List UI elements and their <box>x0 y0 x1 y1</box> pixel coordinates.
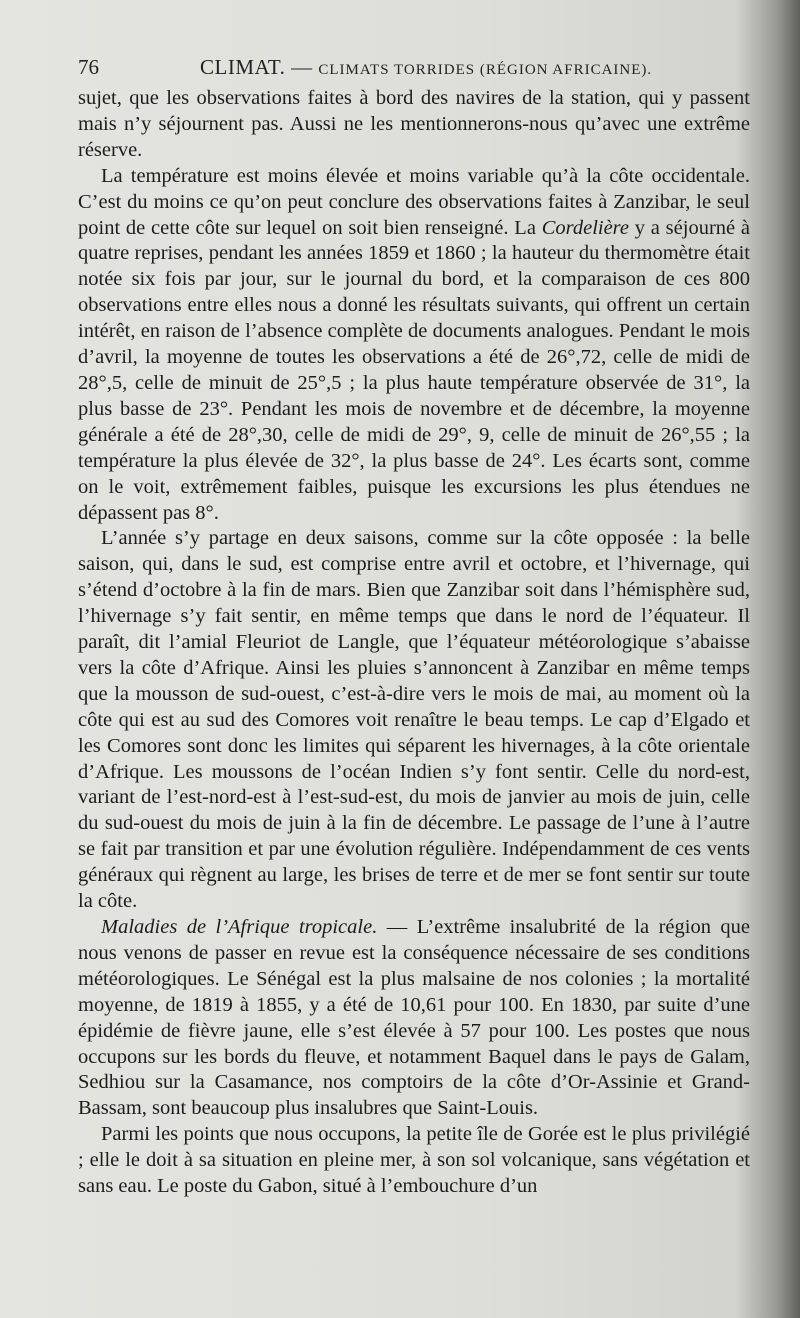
paragraph-text-cont: y a séjourné à quatre reprises, pendant les années 1859 et 1860 ; la hauteur du thermomètre était notée six fois par jour, sur le journal du bord, et la comparaison de ces 800 observations entre elles nous a donné les résultats suivants, qui offrent un certain intérêt, en raison de l’absence complète de documents analogues. Pendant le mois d’avril, la moyenne de toutes les observations a été de 26°,72, celle de midi de 28°,5, celle de minuit de 25°,5 ; la plus haute température observée de 31°, la plus basse de 23°. Pendant les mois de novembre et de décembre, la moyenne générale a été de 28°,30, celle de midi de 29°, 9, celle de minuit de 26°,55 ; la température la plus élevée de 32°, la plus basse de 24°. Les écarts sont, comme on le voit, extrêmement faibles, puisque les excursions les plus étendues ne dépassent pas 8°. <box>78 216 750 524</box>
ship-name: Cordelière <box>541 216 629 239</box>
paragraph-text-cont: — L’extrême insalubrité de la région que nous venons de passer en revue est la conséquence nécessaire de ses conditions météorologiques. Le Sénégal est la plus malsaine de nos colonies ; la mortalité moyenne, de 1819 à 1855, y a été de 10,61 pour 100. En 1830, par suite d’une épidémie de fièvre jaune, elle s’est élevée à 57 pour 100. Les postes que nous occupons sur les bords du fleuve, et notamment Baquel dans le pays de Galam, Sedhiou sur la Casamance, nos comptoirs de la côte d’Or-Assinie et Grand-Bassam, sont beaucoup plus insalubres que Saint-Louis. <box>78 916 750 1120</box>
running-title-main: CLIMAT. — <box>200 55 313 79</box>
paragraph-4 <box>78 915 750 1122</box>
paragraph-text: Parmi les points que nous occupons, la petite île de Gorée est le plus privilégié ; elle le doit à sa situation en pleine mer, à son sol volcanique, sans végétation et sans eau. Le poste du Gabon, situé à l’embouchure d’un <box>78 1123 750 1198</box>
paragraph-2 <box>78 164 750 527</box>
paragraph-5 <box>78 1122 750 1200</box>
paragraph-3 <box>78 526 750 915</box>
section-heading: Maladies de l’Afrique tropicale. <box>101 916 378 938</box>
paragraph-1 <box>78 86 750 164</box>
running-title <box>200 52 652 85</box>
page-header <box>78 52 758 82</box>
paragraph-text: L’année s’y partage en deux saisons, comme sur la côte opposée : la belle saison, qui, dans le sud, est comprise entre avril et octobre, et l’hivernage, qui s’étend d’octobre à la fin de mars. Bien que Zanzibar soit dans l’hémisphère sud, l’hivernage s’y fait sentir, en même temps que dans le nord de l’équateur. Il paraît, dit l’amial Fleuriot de Langle, que l’équateur météorologique s’abaisse vers la côte d’Afrique. Ainsi les pluies s’annoncent à Zanzibar en même temps que la mousson de sud-ouest, c’est-à-dire vers le mois de mai, au moment où la côte qui est au sud des Comores voit renaître le beau temps. Le cap d’Elgado et les Comores sont donc les limites qui séparent les hivernages, à la côte orientale d’Afrique. Les moussons de l’océan Indien s’y font sentir. Celle du nord-est, variant de l’est-nord-est à l’est-sud-est, du mois de janvier au mois de juin, celle du sud-ouest du mois de juin à la fin de décembre. Le passage de l’une à l’autre se fait par transition et par une évolution régulière. Indépendamment de ces vents généraux qui règnent au large, les brises de terre et de mer se font sentir sur toute la côte. <box>78 527 750 913</box>
paragraph-text: sujet, que les observations faites à bord des navires de la station, qui y passent mais n’y séjournent pas. Aussi ne les mentionnerons-nous qu’avec une extrême réserve. <box>78 87 750 161</box>
page-body <box>78 86 750 1200</box>
paragraph-text: La température est moins élevée et moins variable qu’à la côte occidentale. C’est du moins ce qu’on peut conclure des observations faites à Zanzibar, le seul point de cette côte sur lequel on soit bien renseigné. La <box>78 164 750 239</box>
running-title-subject: CLIMATS TORRIDES (RÉGION AFRICAINE). <box>318 62 653 78</box>
page-number: 76 <box>78 55 99 79</box>
